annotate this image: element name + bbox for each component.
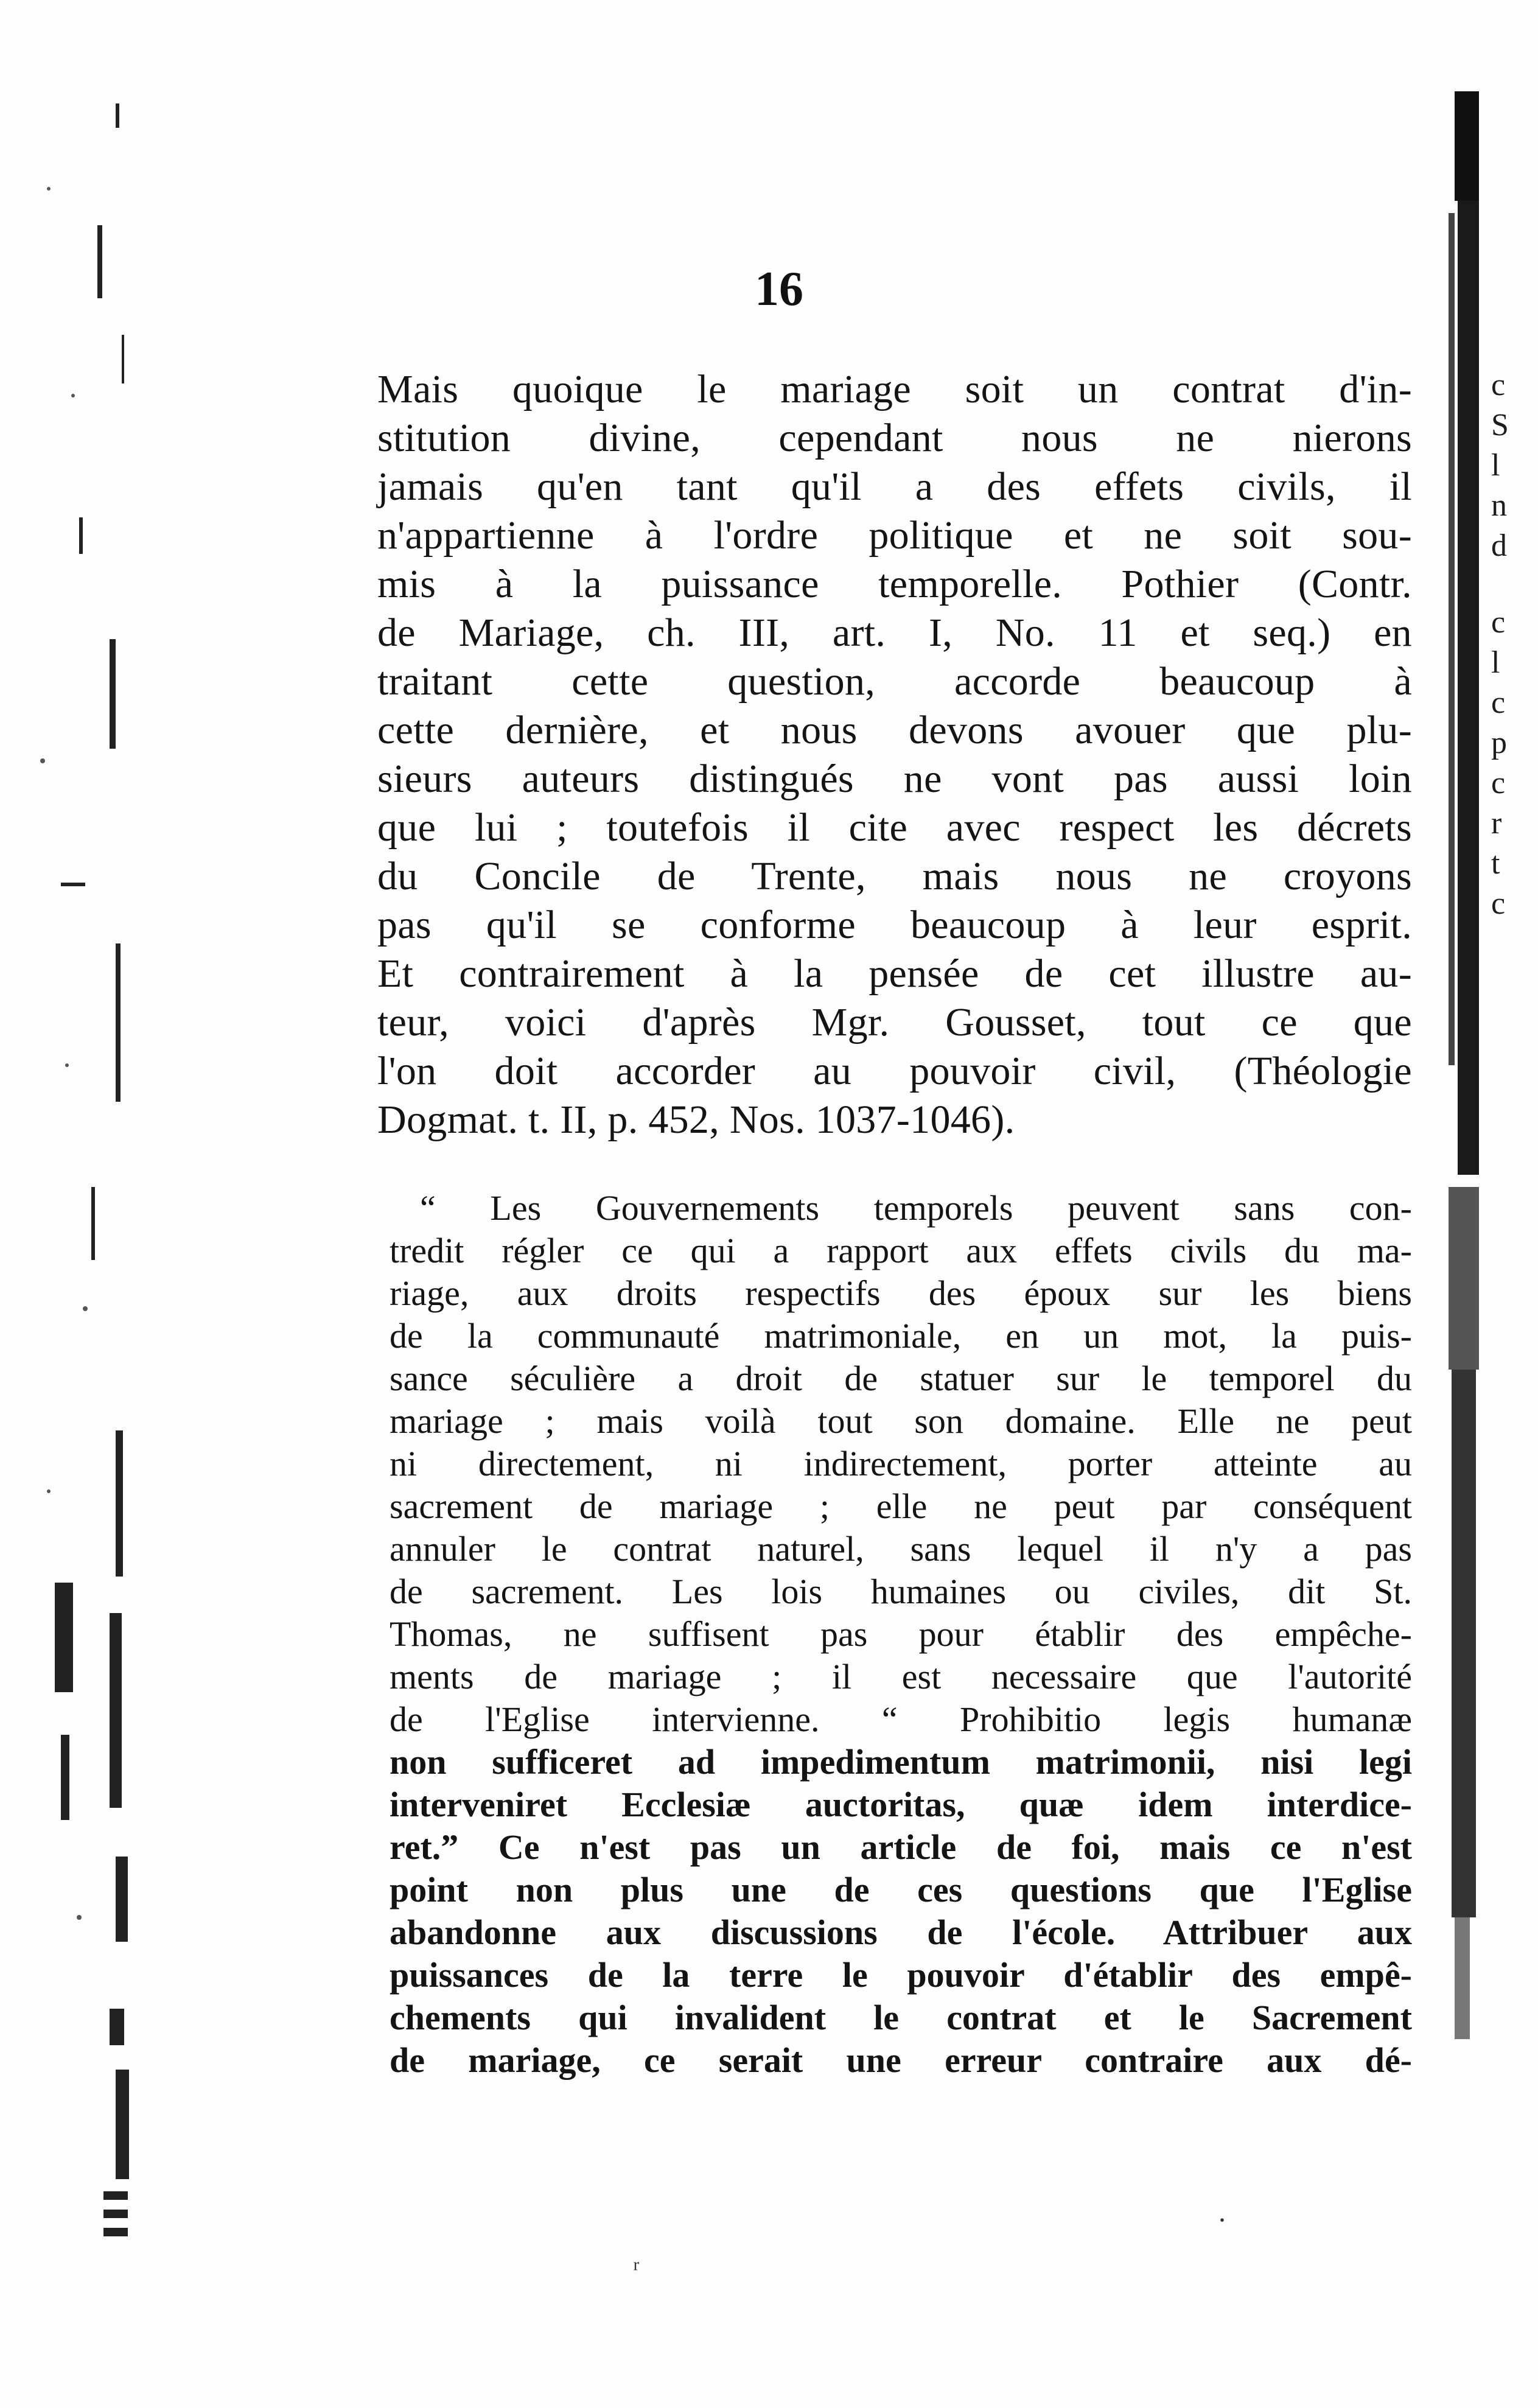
quote-line: abandonne aux discussions de l'école. Attribuer aux <box>390 1913 1412 1952</box>
quote-line: de mariage, ce serait une erreur contraire aux dé- <box>390 2040 1412 2080</box>
quote-line: de la communauté matrimoniale, en un mot, la puis- <box>390 1316 1412 1356</box>
stray-mark: ʳ <box>633 2253 640 2285</box>
quote-line: sance séculière a droit de statuer sur le temporel du <box>390 1359 1412 1398</box>
stray-mark: · <box>1217 2204 1227 2236</box>
quote-line: annuler le contrat naturel, sans lequel il n'y a pas <box>390 1529 1412 1569</box>
text-line: stitution divine, cependant nous ne nierons <box>377 416 1412 460</box>
quote-line: tredit régler ce qui a rapport aux effets civils du ma- <box>390 1231 1412 1270</box>
text-line: Et contrairement à la pensée de cet illustre au- <box>377 951 1412 996</box>
facing-letter: c <box>1491 368 1506 402</box>
quote-line: de sacrement. Les lois humaines ou civiles, dit St. <box>390 1572 1412 1611</box>
text-line: traitant cette question, accorde beaucoup à <box>377 659 1412 704</box>
quote-line: riage, aux droits respectifs des époux sur les biens <box>390 1273 1412 1313</box>
facing-page-letters <box>1491 365 1528 924</box>
facing-letter: c <box>1491 766 1506 800</box>
quotation <box>390 1187 1412 2082</box>
facing-letter: c <box>1491 685 1506 720</box>
facing-letter: t <box>1491 846 1500 881</box>
text-line: mis à la puissance temporelle. Pothier (Contr. <box>377 562 1412 606</box>
text-line: de Mariage, ch. III, art. I, No. 11 et seq.) en <box>377 611 1412 655</box>
quote-line: de l'Eglise intervienne. “ Prohibitio legis humanæ <box>390 1699 1412 1739</box>
facing-letter: r <box>1491 806 1502 841</box>
quote-line: interveniret Ecclesiæ auctoritas, quæ idem interdice- <box>390 1785 1412 1824</box>
facing-letter: l <box>1491 448 1500 483</box>
quote-line: mariage ; mais voilà tout son domaine. Elle ne peut <box>390 1401 1412 1441</box>
facing-letter: l <box>1491 645 1500 680</box>
text-line: teur, voici d'après Mgr. Gousset, tout ce que <box>377 1000 1412 1045</box>
text-line: sieurs auteurs distingués ne vont pas aussi loin <box>377 757 1412 801</box>
quote-line: point non plus une de ces questions que l'Eglise <box>390 1870 1412 1909</box>
text-line: du Concile de Trente, mais nous ne croyons <box>377 854 1412 898</box>
text-line: n'appartienne à l'ordre politique et ne soit sou- <box>377 513 1412 558</box>
quote-line: “ Les Gouvernements temporels peuvent sans con- <box>420 1188 1412 1228</box>
facing-letter: n <box>1491 488 1507 523</box>
text-line: que lui ; toutefois il cite avec respect les décrets <box>377 805 1412 850</box>
quote-line: puissances de la terre le pouvoir d'établir des empê- <box>390 1955 1412 1995</box>
facing-letter: S <box>1491 408 1509 443</box>
facing-letter: c <box>1491 886 1506 921</box>
quote-line: ret.” Ce n'est pas un article de foi, mais ce n'est <box>390 1827 1412 1867</box>
paragraph <box>377 365 1412 1144</box>
text-line: Mais quoique le mariage soit un contrat d'in- <box>377 367 1412 411</box>
text-line: jamais qu'en tant qu'il a des effets civils, il <box>377 464 1412 509</box>
facing-letter: p <box>1491 726 1507 760</box>
quote-line: Thomas, ne suffisent pas pour établir des empêche- <box>390 1614 1412 1654</box>
facing-letter: d <box>1491 528 1507 563</box>
left-edge-speckle <box>24 91 152 2343</box>
page-number: 16 <box>755 262 803 316</box>
text-line: l'on doit accorder au pouvoir civil, (Théologie <box>377 1049 1412 1093</box>
binding-shadow <box>1430 91 1497 2100</box>
quote-line: chements qui invalident le contrat et le Sacrement <box>390 1998 1412 2037</box>
text-line: cette dernière, et nous devons avouer que plu- <box>377 708 1412 752</box>
quote-line: non sufficeret ad impedimentum matrimonii, nisi legi <box>390 1742 1412 1782</box>
text-line: Dogmat. t. II, p. 452, Nos. 1037-1046). <box>377 1097 1015 1142</box>
quote-line: ments de mariage ; il est necessaire que l'autorité <box>390 1657 1412 1696</box>
quote-line: sacrement de mariage ; elle ne peut par conséquent <box>390 1486 1412 1526</box>
text-line: pas qu'il se conforme beaucoup à leur esprit. <box>377 903 1412 947</box>
facing-letter: c <box>1491 605 1506 640</box>
quote-line: ni directement, ni indirectement, porter atteinte au <box>390 1444 1412 1483</box>
